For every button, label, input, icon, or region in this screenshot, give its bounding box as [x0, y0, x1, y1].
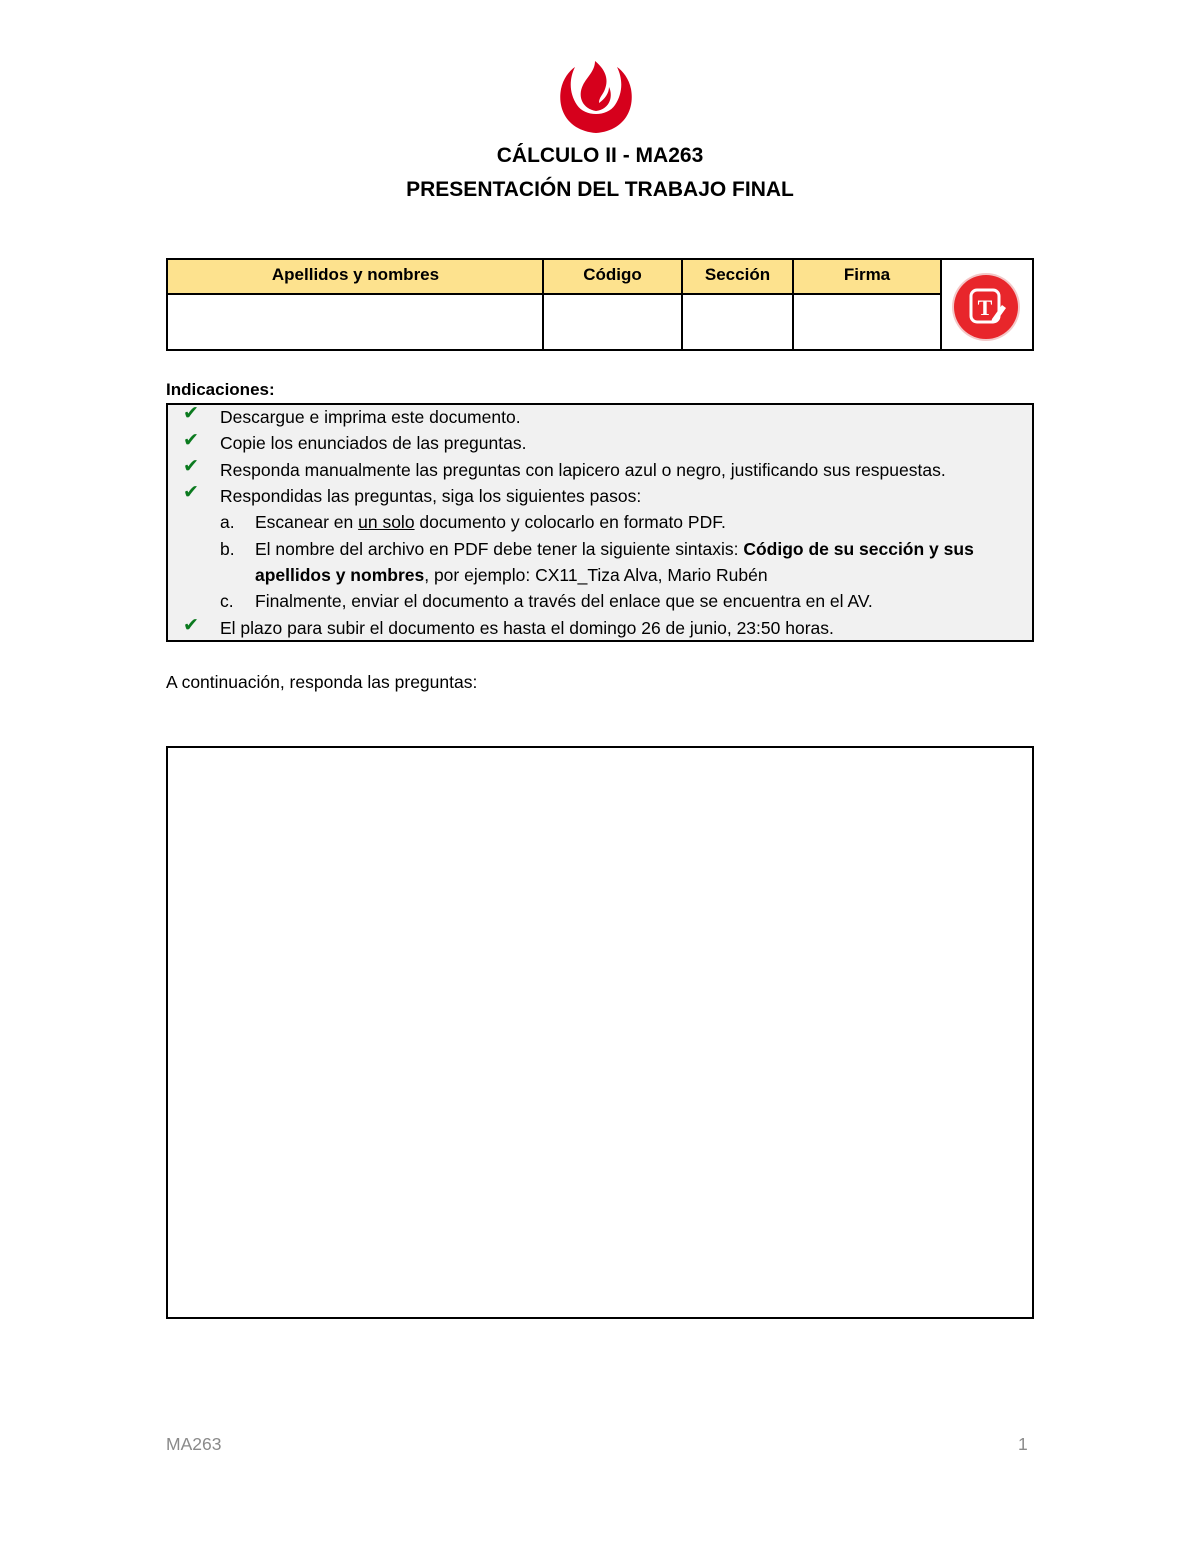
substep-letter: c.: [220, 591, 234, 611]
document-subtitle: PRESENTACIÓN DEL TRABAJO FINAL: [406, 178, 794, 201]
column-header-signature: Firma: [793, 260, 941, 295]
substep-b: El nombre del archivo en PDF debe tener la siguiente sintaxis: Código de su sección y sus: [255, 539, 974, 559]
indications-label: Indicaciones:: [166, 380, 275, 399]
checkmark-icon: ✔: [183, 430, 199, 451]
svg-text:T: T: [977, 295, 993, 320]
upc-logo: [555, 55, 637, 135]
student-info-table: [166, 258, 1034, 351]
indication-item: Copie los enunciados de las preguntas.: [220, 433, 527, 453]
column-header-section: Sección: [682, 260, 793, 295]
checkmark-icon: ✔: [183, 456, 199, 477]
checkmark-icon: ✔: [183, 482, 199, 503]
document-title: CÁLCULO II - MA263: [496, 144, 704, 167]
substep-letter: a.: [220, 512, 235, 532]
deadline-item: El plazo para subir el documento es hasta el domingo 26 de junio, 23:50 horas.: [220, 618, 834, 638]
substep-b-continued: apellidos y nombres, por ejemplo: CX11_Tiza Alva, Mario Rubén: [255, 565, 768, 585]
intro-text: A continuación, responda las preguntas:: [166, 672, 478, 692]
code-field[interactable]: [543, 295, 682, 349]
column-header-code: Código: [543, 260, 682, 295]
substep-a: Escanear en un solo documento y colocarlo en formato PDF.: [255, 512, 726, 532]
page-number: 1: [1018, 1434, 1028, 1454]
footer-course-code: MA263: [166, 1434, 222, 1454]
substep-letter: b.: [220, 539, 235, 559]
checkmark-icon: ✔: [183, 403, 199, 424]
answer-area[interactable]: [166, 746, 1034, 1319]
name-field[interactable]: [168, 295, 543, 349]
indication-item: Responda manualmente las preguntas con lapicero azul o negro, justificando sus respuestas.: [220, 460, 946, 480]
signature-field[interactable]: [793, 295, 941, 349]
checkmark-icon: ✔: [183, 615, 199, 636]
indication-item: Descargue e imprima este documento.: [220, 407, 521, 427]
substep-c: Finalmente, enviar el documento a través del enlace que se encuentra en el AV.: [255, 591, 873, 611]
section-field[interactable]: [682, 295, 793, 349]
turnitin-icon: [954, 275, 1018, 339]
column-header-name: Apellidos y nombres: [168, 260, 543, 295]
indication-item: Respondidas las preguntas, siga los siguientes pasos:: [220, 486, 642, 506]
